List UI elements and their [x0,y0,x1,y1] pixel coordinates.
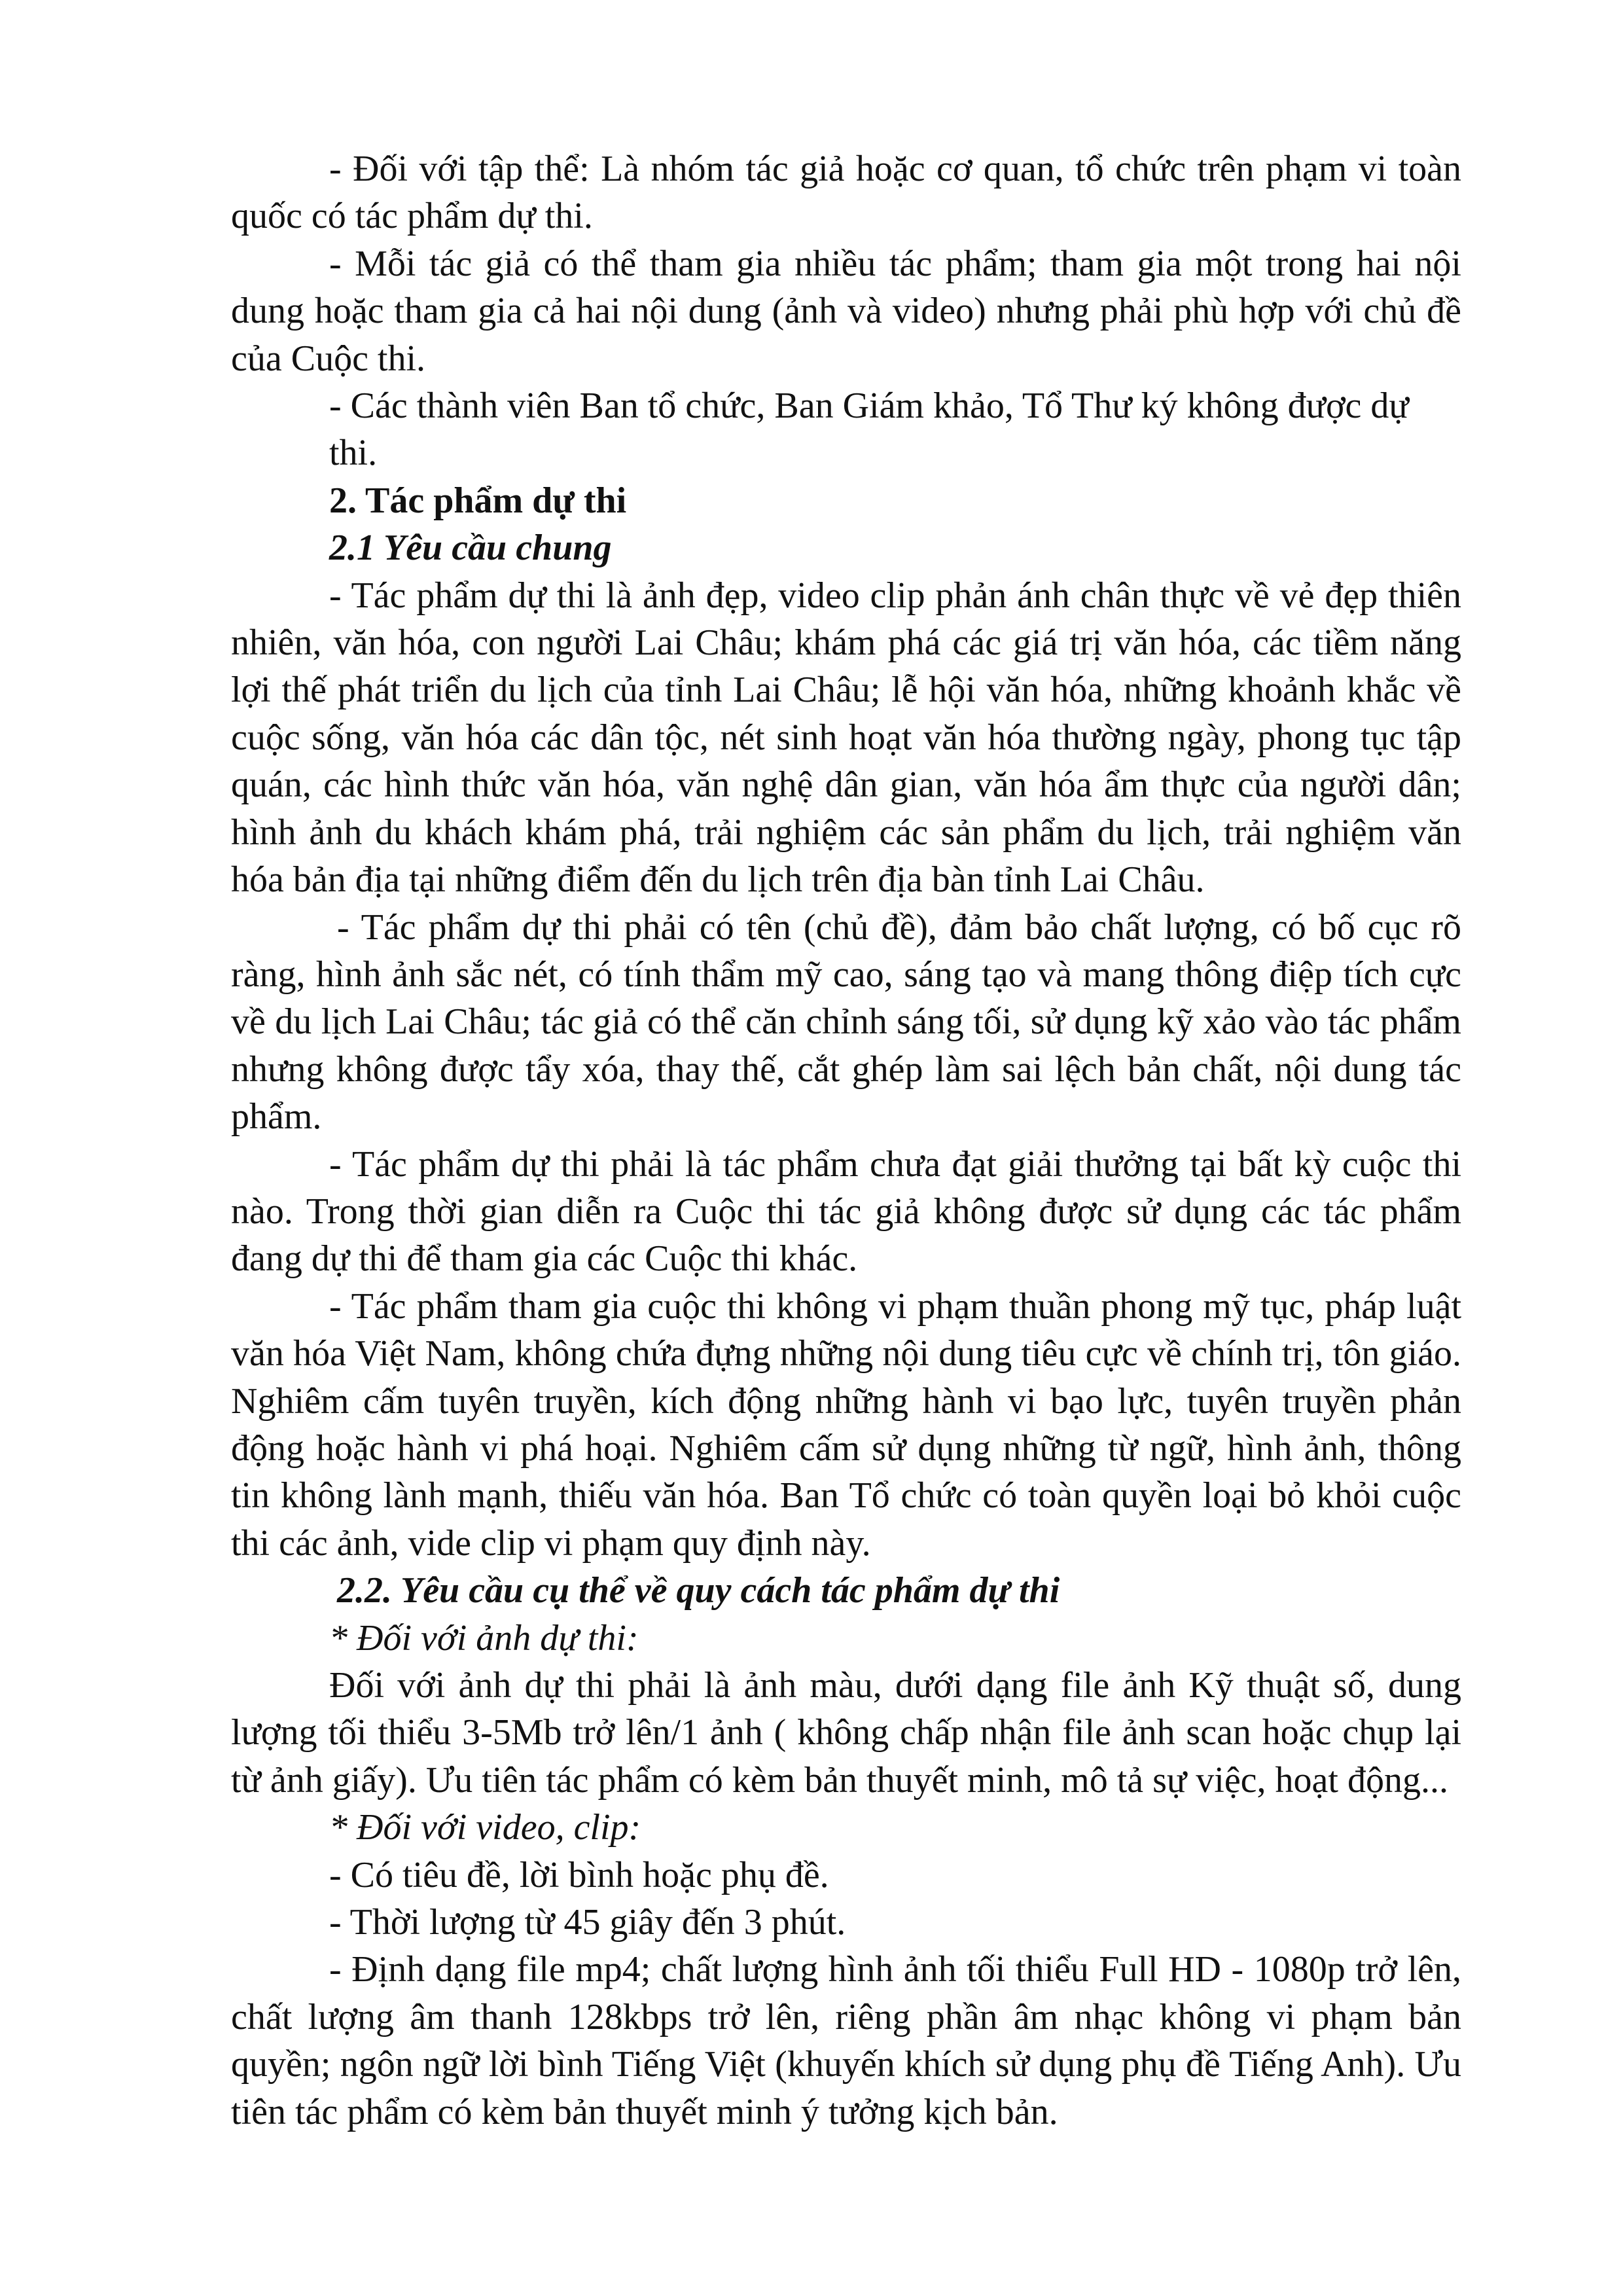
paragraph-collective-participants: - Đối với tập thể: Là nhóm tác giả hoặc cơ quan, tổ chức trên phạm vi toàn quốc có tác phẩm dự thi. [231,149,1461,237]
paragraph-video-title: - Có tiêu đề, lời bình hoặc phụ đề. [329,1854,829,1895]
section-heading-entries: 2. Tác phẩm dự thi [329,480,627,521]
paragraph-photo-requirements: Đối với ảnh dự thi phải là ảnh màu, dưới dạng file ảnh Kỹ thuật số, dung lượng tối thiểu 3-5Mb trở lên/1 ảnh ( không chấp nhận file ảnh scan hoặc chụp lại từ ảnh giấy). Ưu tiên tác phẩm có kèm bản thuyết minh, mô tả sự việc, hoạt động... [231,1665,1461,1801]
subheading-photo-entries: * Đối với ảnh dự thi: [329,1617,639,1659]
subsection-heading-specifications: 2.2. Yêu cầu cụ thể về quy cách tác phẩm dự thi [337,1570,1060,1611]
paragraph-video-duration: - Thời lượng từ 45 giây đến 3 phút. [329,1902,846,1943]
subheading-video-entries: * Đối với video, clip: [329,1807,641,1848]
paragraph-entry-compliance: - Tác phẩm tham gia cuộc thi không vi phạm thuần phong mỹ tục, pháp luật văn hóa Việt Nam, không chứa đựng những nội dung tiêu cực về chính trị, tôn giáo. Nghiêm cấm tuyên truyền, kích động những hành vi bạo lực, tuyên truyền phản động hoặc hành vi phá hoại. Nghiêm cấm sử dụng những từ ngữ, hình ảnh, thông tin không lành mạnh, thiếu văn hóa. Ban Tổ chức có toàn quyền loại bỏ khỏi cuộc thi các ảnh, vide clip vi phạm quy định này. [231,1285,1461,1564]
paragraph-entry-unawarded: - Tác phẩm dự thi phải là tác phẩm chưa đạt giải thưởng tại bất kỳ cuộc thi nào. Trong thời gian diễn ra Cuộc thi tác giả không được sử dụng các tác phẩm đang dự thi để tham gia các Cuộc thi khác. [231,1143,1461,1280]
paragraph-video-format: - Định dạng file mp4; chất lượng hình ảnh tối thiểu Full HD - 1080p trở lên, chất lượng âm thanh 128kbps trở lên, riêng phần âm nhạc không vi phạm bản quyền; ngôn ngữ lời bình Tiếng Việt (khuyến khích sử dụng phụ đề Tiếng Anh). Ưu tiên tác phẩm có kèm bản thuyết minh ý tưởng kịch bản. [231,1949,1461,2132]
paragraph-excluded-members: - Các thành viên Ban tổ chức, Ban Giám khảo, Tổ Thư ký không được dự thi. [329,386,1409,474]
document-page [231,145,1461,2136]
subsection-heading-general: 2.1 Yêu cầu chung [329,528,612,569]
paragraph-multiple-entries: - Mỗi tác giả có thể tham gia nhiều tác phẩm; tham gia một trong hai nội dung hoặc tham gia cả hai nội dung (ảnh và video) nhưng phải phù hợp với chủ đề của Cuộc thi. [231,243,1461,379]
paragraph-entry-content: - Tác phẩm dự thi là ảnh đẹp, video clip phản ánh chân thực về vẻ đẹp thiên nhiên, văn hóa, con người Lai Châu; khám phá các giá trị văn hóa, các tiềm năng lợi thế phát triển du lịch của tỉnh Lai Châu; lễ hội văn hóa, những khoảnh khắc về cuộc sống, văn hóa các dân tộc, nét sinh hoạt văn hóa thường ngày, phong tục tập quán, các hình thức văn hóa, văn nghệ dân gian, văn hóa ẩm thực của người dân; hình ảnh du khách khám phá, trải nghiệm các sản phẩm du lịch, trải nghiệm văn hóa bản địa tại những điểm đến du lịch trên địa bàn tỉnh Lai Châu. [231,575,1461,901]
paragraph-entry-quality: - Tác phẩm dự thi phải có tên (chủ đề), đảm bảo chất lượng, có bố cục rõ ràng, hình ảnh sắc nét, có tính thẩm mỹ cao, sáng tạo và mang thông điệp tích cực về du lịch Lai Châu; tác giả có thể căn chỉnh sáng tối, sử dụng kỹ xảo vào tác phẩm nhưng không được tẩy xóa, thay thế, cắt ghép làm sai lệch bản chất, nội dung tác phẩm. [231,906,1461,1138]
